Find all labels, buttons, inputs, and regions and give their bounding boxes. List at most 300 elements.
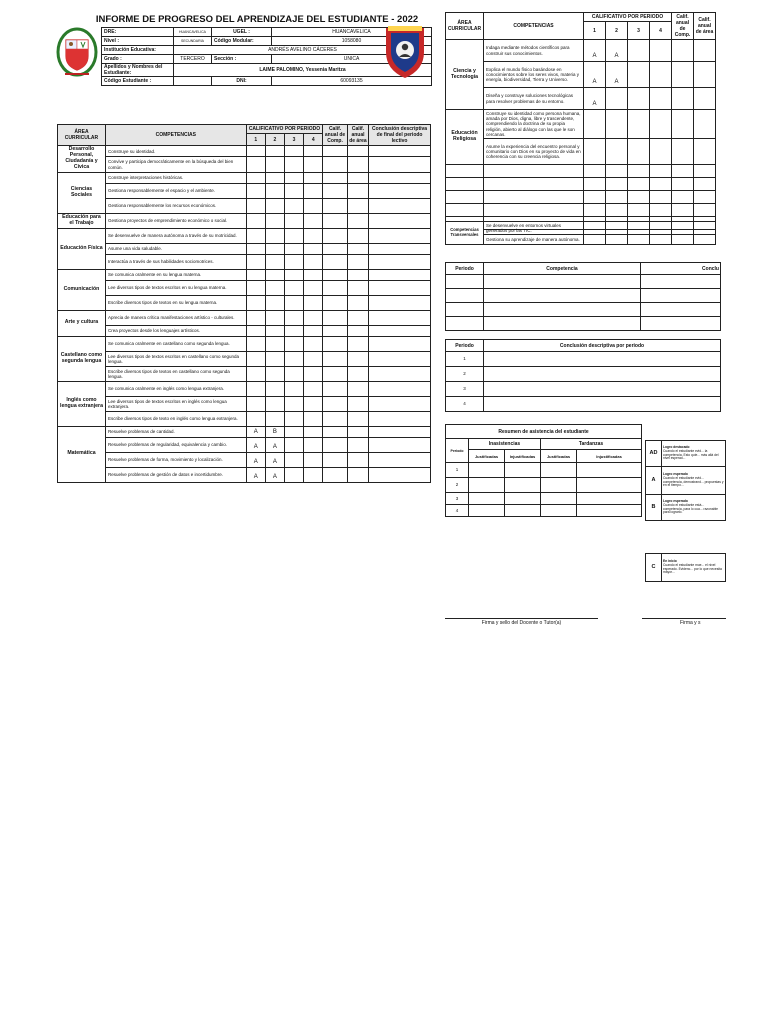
grade-period-3	[284, 411, 303, 426]
grade-period-4	[304, 172, 323, 183]
periodo-3-header: 3	[628, 22, 650, 40]
attendance-cell	[577, 463, 642, 478]
table-cell	[694, 164, 716, 177]
periodo-col-header: Periodo	[446, 340, 484, 352]
grade-period-3	[284, 396, 303, 411]
table-row	[446, 88, 716, 110]
institucion-value: ANDRÉS AVELINO CÁCERES	[174, 46, 432, 55]
attendance-cell	[541, 463, 577, 478]
attendance-cell	[469, 463, 505, 478]
attendance-cell	[541, 493, 577, 505]
grade-period-4	[304, 467, 323, 482]
competency-text: Asume la experiencia del encuentro personal y comunitario con Dios en su proyecto de vida en coherencia con su creencia religiosa.	[484, 138, 584, 164]
grade-period-4	[304, 351, 323, 366]
conclusion-cell	[369, 280, 431, 295]
grade-period-2	[606, 88, 628, 110]
annual-grade-cell	[323, 426, 348, 437]
dni-label: DNI:	[212, 77, 272, 86]
table-cell	[628, 164, 650, 177]
competency-text: Resuelve problemas de regularidad, equivalencia y cambio.	[105, 437, 246, 452]
competency-text: Se comunica oralmente en castellano como segunda lengua.	[105, 336, 246, 351]
competencias-header: COMPETENCIAS	[484, 13, 584, 40]
table-row	[58, 213, 431, 228]
institucion-label: Institución Educativa:	[102, 46, 174, 55]
scale-title: Logro esperado	[663, 472, 688, 477]
grade-period-3	[628, 138, 650, 164]
competencias-header: COMPETENCIAS	[105, 125, 246, 146]
table-cell	[446, 303, 484, 317]
annual-grade-cell	[323, 467, 348, 482]
table-cell	[446, 177, 484, 190]
attendance-cell	[505, 463, 541, 478]
table-row	[58, 336, 431, 351]
grade-period-3	[628, 88, 650, 110]
scale-text: Cuando el estudiante mue... el nivel esperado. Evidenc... por lo que necesita mayor...	[663, 562, 722, 575]
grade-period-4	[304, 396, 323, 411]
attendance-periodo: 4	[446, 505, 469, 517]
grade-period-1	[246, 381, 265, 396]
competency-text: Lee diversos tipos de textos escritos en inglés como lengua extranjera.	[105, 396, 246, 411]
table-cell	[694, 177, 716, 190]
grade-period-1: A	[584, 40, 606, 62]
table-cell	[641, 303, 721, 317]
grade-period-3	[284, 366, 303, 381]
table-row	[446, 203, 716, 216]
grade-period-2	[265, 183, 284, 198]
conclusion-cell	[369, 183, 431, 198]
competency-text: Aprecia de manera crítica manifestaciones artístico - culturales.	[105, 310, 246, 325]
table-cell	[584, 177, 606, 190]
scale-description	[662, 467, 726, 495]
table-cell	[584, 203, 606, 216]
justificadas-header: Justificadas	[541, 450, 577, 463]
table-cell	[672, 190, 694, 203]
annual-grade-cell	[323, 213, 348, 228]
competency-text: Escribe diversos tipos de textos en castellano como segunda lengua.	[105, 366, 246, 381]
area-header: ÁREA CURRICULAR	[446, 13, 484, 40]
annual-grade-cell	[694, 88, 716, 110]
grade-period-3	[628, 40, 650, 62]
annual-grade-cell	[347, 295, 368, 310]
annual-grade-cell	[347, 426, 368, 437]
annual-grade-cell	[347, 280, 368, 295]
grade-period-3	[284, 336, 303, 351]
table-cell	[650, 164, 672, 177]
grade-cell	[672, 222, 694, 235]
scale-text: Cuando el estudiante evid... la competencia. Esto quie... más allá del nivel esperad...	[663, 448, 719, 461]
nombres-value: LAIME PALOMINO, Yessenia Maritza	[174, 64, 432, 77]
grade-period-1	[246, 310, 265, 325]
conclusion-cell	[369, 437, 431, 452]
conclusion-cell	[369, 213, 431, 228]
table-row	[58, 172, 431, 183]
grade-period-3	[284, 351, 303, 366]
scale-text: Cuando el estudiante evid... competencia, demostrand... propuestas y en el tiempo...	[663, 475, 724, 488]
area-name: Arte y cultura	[58, 310, 106, 336]
table-row	[58, 426, 431, 437]
scale-description	[662, 441, 726, 467]
grade-period-3	[284, 183, 303, 198]
annual-grade-cell	[347, 243, 368, 254]
grade-period-4	[304, 146, 323, 157]
area-header: ÁREA CURRICULAR	[58, 125, 106, 146]
competency-text: Gestiona proyectos de emprendimiento económico o social.	[105, 213, 246, 228]
annual-grade-cell	[323, 172, 348, 183]
grade-period-2	[265, 396, 284, 411]
grade-period-1	[246, 213, 265, 228]
annual-grade-cell	[323, 146, 348, 157]
grade-period-2	[265, 157, 284, 173]
competency-text: Construye su identidad como persona humana, amada por Dios, digna, libre y trascendente, comprendiendo la doctrina de su propia religión, abierto al diálogo con las que le son cercanas.	[484, 110, 584, 139]
scale-title: Logro destacado	[663, 445, 690, 450]
grade-period-1	[246, 254, 265, 269]
annual-grade-cell	[347, 325, 368, 336]
competency-text: Resuelve problemas de cantidad.	[105, 426, 246, 437]
grade-cell	[694, 222, 716, 235]
table-cell	[650, 177, 672, 190]
grade-period-2	[265, 295, 284, 310]
annual-grade-cell	[323, 198, 348, 213]
grade-period-2	[265, 243, 284, 254]
periodo-col-header: Periodo	[446, 263, 484, 275]
competency-text: Interactúa a través de sus habilidades sociomotrices.	[105, 254, 246, 269]
grade-period-2	[606, 138, 628, 164]
area-name: Desarrollo Personal, Ciudadanía y Cívica	[58, 146, 106, 173]
annual-grade-cell	[323, 295, 348, 310]
competency-text: Convive y participa democráticamente en la búsqueda del bien común.	[105, 157, 246, 173]
grade-period-1	[246, 183, 265, 198]
annual-grade-cell	[347, 172, 368, 183]
area-name: Ciencias Sociales	[58, 172, 106, 213]
conclusion-col-header: Conclu	[641, 263, 721, 275]
table-cell	[672, 177, 694, 190]
table-row	[58, 396, 431, 411]
attendance-periodo: 2	[446, 478, 469, 493]
conclusion-cell	[369, 310, 431, 325]
grade-period-4	[304, 295, 323, 310]
grade-period-1	[246, 325, 265, 336]
periodo-4-header: 4	[304, 134, 323, 146]
grade-period-1	[246, 243, 265, 254]
table-cell	[641, 317, 721, 331]
school-emblem-icon	[380, 24, 430, 80]
periodo-2-header: 2	[606, 22, 628, 40]
table-row	[446, 110, 716, 139]
competencia-col-header: Competencia	[484, 263, 641, 275]
attendance-cell	[505, 505, 541, 517]
grade-period-2	[265, 411, 284, 426]
attendance-cell	[505, 493, 541, 505]
calif-comp-header: Calif. anual de Comp.	[323, 125, 348, 146]
rating-scale-c-table	[645, 553, 726, 582]
grade-period-2	[265, 351, 284, 366]
scale-code: A	[646, 467, 662, 495]
grade-cell	[694, 235, 716, 245]
attendance-title: Resumen de asistencia del estudiante	[446, 425, 642, 439]
periodo-header: CALIFICATIVO POR PERIODO	[584, 13, 672, 22]
annual-grade-cell	[672, 62, 694, 88]
table-cell	[606, 190, 628, 203]
annual-grade-cell	[323, 310, 348, 325]
conclusion-cell	[484, 397, 721, 412]
periodo-number: 3	[446, 382, 484, 397]
seccion-value: UNICA	[272, 55, 432, 64]
grade-period-2	[265, 213, 284, 228]
grade-cell	[584, 235, 606, 245]
annual-grade-cell	[347, 366, 368, 381]
table-row	[58, 228, 431, 243]
conclusion-cell	[484, 382, 721, 397]
director-signature-label: Firma y s	[680, 620, 701, 626]
table-cell	[484, 164, 584, 177]
area-name: Inglés como lengua extranjera	[58, 381, 106, 426]
annual-grade-cell	[323, 228, 348, 243]
conclusion-cell	[369, 146, 431, 157]
conclusion-cell	[369, 336, 431, 351]
table-row	[58, 411, 431, 426]
table-cell	[641, 289, 721, 303]
area-name: Educación para el Trabajo	[58, 213, 106, 228]
grade-period-1	[246, 157, 265, 173]
annual-grade-cell	[347, 157, 368, 173]
periodo-2-header: 2	[265, 134, 284, 146]
competency-text: Lee diversos tipos de textos escritos en castellano como segunda lengua.	[105, 351, 246, 366]
annual-grade-cell	[347, 336, 368, 351]
table-cell	[446, 203, 484, 216]
calif-area-header: Calif. anual de área	[349, 126, 367, 144]
scale-text: Cuando el estudiante está... competencia, para lo cua... razonable para lograrlo.	[663, 502, 718, 515]
grade-period-2: A	[606, 40, 628, 62]
grade-period-4	[304, 411, 323, 426]
grade-period-1: A	[584, 62, 606, 88]
grade-period-1: A	[584, 88, 606, 110]
grade-period-4	[650, 62, 672, 88]
scale-description	[662, 554, 726, 582]
table-cell	[446, 275, 484, 289]
grade-cell	[606, 235, 628, 245]
annual-grade-cell	[323, 437, 348, 452]
grade-period-2	[265, 280, 284, 295]
table-cell	[484, 203, 584, 216]
competency-text: Lee diversos tipos de textos escritos en su lengua materna.	[105, 280, 246, 295]
table-row	[446, 177, 716, 190]
competency-text: Crea proyectos desde los lenguajes artísticos.	[105, 325, 246, 336]
table-cell	[628, 177, 650, 190]
scale-code: AD	[646, 441, 662, 467]
scale-description	[662, 495, 726, 521]
table-row	[58, 467, 431, 482]
annual-grade-cell	[323, 183, 348, 198]
conclusion-cell	[369, 228, 431, 243]
annual-grade-cell	[323, 269, 348, 280]
scale-code: C	[646, 554, 662, 582]
conclusion-cell	[369, 452, 431, 467]
grade-period-2	[265, 325, 284, 336]
table-row	[58, 157, 431, 173]
grade-period-1	[246, 269, 265, 280]
conclusion-cell	[369, 366, 431, 381]
scale-title: En inicio	[663, 559, 677, 564]
annual-grade-cell	[323, 254, 348, 269]
grade-period-2	[265, 146, 284, 157]
table-cell	[606, 203, 628, 216]
annual-grade-cell	[323, 411, 348, 426]
transversales-table	[445, 221, 716, 245]
periodo-competencia-table	[445, 262, 721, 331]
periodo-number: 2	[446, 367, 484, 382]
grade-period-4	[650, 138, 672, 164]
grade-period-3	[284, 213, 303, 228]
annual-grade-cell	[347, 183, 368, 198]
conclusion-cell	[369, 254, 431, 269]
annual-grade-cell	[347, 467, 368, 482]
grade-period-4	[650, 88, 672, 110]
table-row	[58, 325, 431, 336]
table-cell	[606, 177, 628, 190]
annual-grade-cell	[694, 40, 716, 62]
grade-period-3	[284, 437, 303, 452]
table-row	[58, 351, 431, 366]
periodo-header: CALIFICATIVO POR PERIODO	[246, 125, 323, 134]
table-row	[446, 40, 716, 62]
conclusion-cell	[484, 352, 721, 367]
dre-value: HUANCAVELICA	[174, 28, 212, 37]
competency-text: Se desenvuelve en entornos virtuales generados por las TIC.	[484, 222, 584, 235]
annual-grade-cell	[347, 254, 368, 269]
annual-grade-cell	[347, 381, 368, 396]
grade-period-4	[304, 228, 323, 243]
annual-grade-cell	[347, 213, 368, 228]
table-cell	[628, 203, 650, 216]
area-name: Educación Religiosa	[446, 110, 484, 165]
grade-period-4	[304, 366, 323, 381]
table-cell	[584, 164, 606, 177]
attendance-cell	[469, 505, 505, 517]
periodo-1-header: 1	[246, 134, 265, 146]
grade-period-3	[284, 228, 303, 243]
grade-period-1	[584, 138, 606, 164]
calif-area-header: Calif. anual de área	[694, 13, 716, 40]
grade-period-3	[284, 269, 303, 280]
grade-period-1	[246, 280, 265, 295]
grade-period-2	[265, 172, 284, 183]
grade-period-3	[628, 62, 650, 88]
grade-period-1	[584, 110, 606, 139]
annual-grade-cell	[347, 269, 368, 280]
conclusion-cell	[369, 396, 431, 411]
grade-cell	[650, 222, 672, 235]
conclusion-cell	[369, 426, 431, 437]
grade-period-4	[304, 213, 323, 228]
attendance-periodo-header: Periodo	[446, 439, 469, 463]
grade-period-1	[246, 411, 265, 426]
attendance-cell	[541, 505, 577, 517]
annual-grade-cell	[672, 110, 694, 139]
table-cell	[694, 190, 716, 203]
peru-coat-of-arms-icon	[56, 26, 98, 78]
dre-label: DRE:	[102, 28, 174, 37]
conclusion-cell	[484, 367, 721, 382]
table-row	[58, 381, 431, 396]
grade-period-2	[265, 269, 284, 280]
grade-period-4	[650, 110, 672, 139]
grade-cell	[584, 222, 606, 235]
grade-period-2	[265, 366, 284, 381]
scale-code: B	[646, 495, 662, 521]
grade-period-2	[265, 228, 284, 243]
grade-period-1	[246, 228, 265, 243]
conclusion-cell	[369, 467, 431, 482]
table-row	[446, 190, 716, 203]
grade-period-3	[284, 198, 303, 213]
codigo-modular-value: 1058080	[272, 37, 432, 46]
conclusion-cell	[369, 198, 431, 213]
conclusion-col-header: Conclusión descriptiva por periodo	[484, 340, 721, 352]
table-row	[58, 269, 431, 280]
dni-value: 60093135	[272, 77, 432, 86]
annual-grade-cell	[672, 138, 694, 164]
grade-period-2	[606, 110, 628, 139]
grade-period-3	[284, 310, 303, 325]
annual-grade-cell	[323, 336, 348, 351]
grade-period-2: A	[265, 467, 284, 482]
conclusion-cell	[369, 157, 431, 173]
grade-period-4	[304, 325, 323, 336]
table-cell	[484, 317, 641, 331]
table-row	[446, 164, 716, 177]
area-name: Matemática	[58, 426, 106, 482]
page-title: INFORME DE PROGRESO DEL APRENDIZAJE DEL ESTUDIANTE - 2022	[95, 14, 419, 25]
grade-period-3	[284, 280, 303, 295]
grade-cell	[606, 222, 628, 235]
conclusion-cell	[369, 295, 431, 310]
annual-grade-cell	[323, 351, 348, 366]
grado-value: TERCERO	[174, 55, 212, 64]
competency-text: Indaga mediante métodos científicos para construir sus conocimientos.	[484, 40, 584, 62]
table-row	[58, 198, 431, 213]
conclusion-cell	[369, 325, 431, 336]
nivel-label: Nivel :	[102, 37, 174, 46]
competency-text: Construye interpretaciones históricas.	[105, 172, 246, 183]
grade-period-3	[284, 381, 303, 396]
table-row	[58, 183, 431, 198]
attendance-periodo: 1	[446, 463, 469, 478]
area-name: Castellano como segunda lengua	[58, 336, 106, 381]
teacher-signature-line	[445, 618, 598, 619]
grade-period-2: A	[606, 62, 628, 88]
codigo-estudiante-value	[174, 77, 212, 86]
annual-grade-cell	[694, 62, 716, 88]
conclusion-cell	[369, 172, 431, 183]
grade-cell	[628, 222, 650, 235]
nombres-label: Apellidos y Nombres del Estudiante:	[102, 64, 174, 77]
attendance-cell	[577, 478, 642, 493]
area-name: Educación Física	[58, 228, 106, 269]
table-cell	[446, 317, 484, 331]
periodo-number: 1	[446, 352, 484, 367]
grade-period-3	[284, 452, 303, 467]
grade-period-1: A	[246, 452, 265, 467]
grade-period-1: A	[246, 467, 265, 482]
conclusion-header: Conclusión descriptiva de final del periodo lectivo	[369, 125, 431, 146]
conclusion-cell	[369, 351, 431, 366]
annual-grade-cell	[672, 40, 694, 62]
grade-period-4	[304, 157, 323, 173]
table-cell	[650, 190, 672, 203]
grade-period-3	[628, 110, 650, 139]
grade-period-2: A	[265, 452, 284, 467]
annual-grade-cell	[347, 228, 368, 243]
